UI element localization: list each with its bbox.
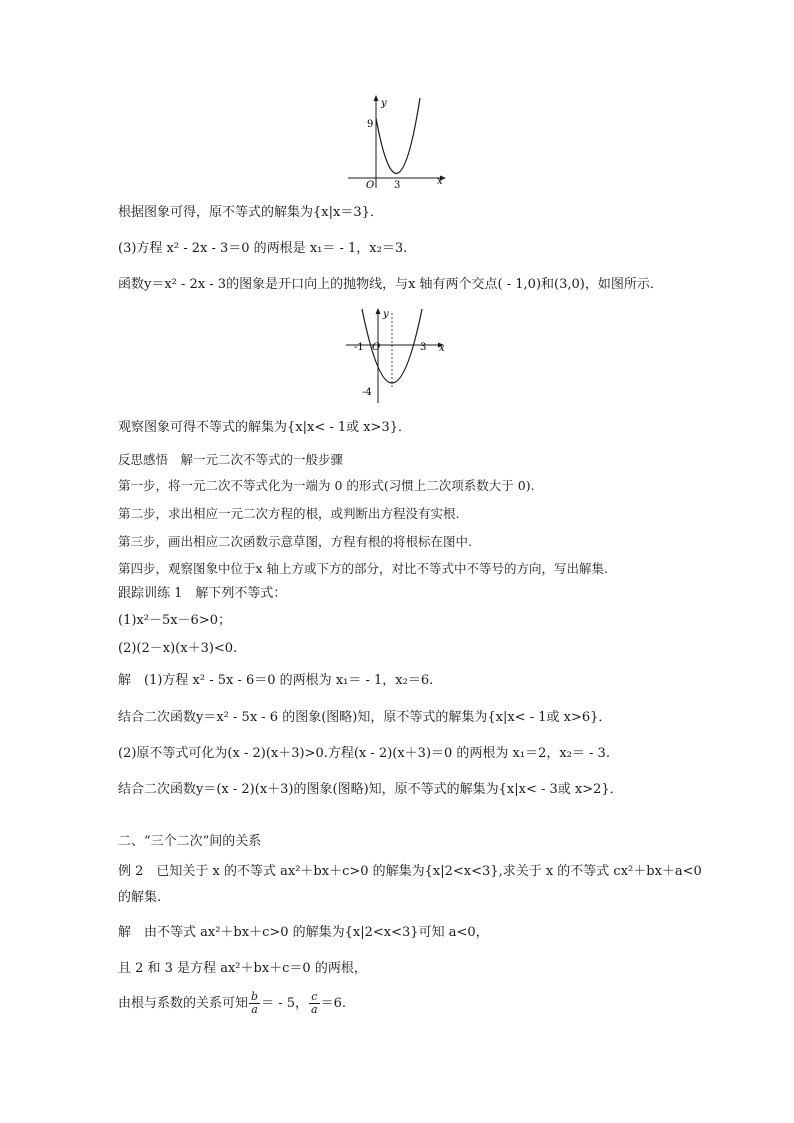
origin-label: O [372,342,381,353]
text-segment: ＝ - 5， [261,996,308,1011]
origin-label: O [366,180,375,191]
fraction-numerator: - b [251,990,259,1003]
right-root-label: 3 [420,342,427,353]
fraction-b-over-a [249,991,260,1016]
text-line: 函数y＝x² - 2x - 3的图象是开口向上的抛物线，与x 轴有两个交点( - 1,0)和(3,0)，如图所示． [118,277,663,292]
text-segment: ＝6. [320,996,346,1011]
text-line: (1)x²－5x－6>0； [118,613,231,628]
min-value-label: -4 [362,387,372,398]
root-label: 3 [394,180,401,191]
text-line: 反思感悟 解一元二次不等式的一般步骤 [118,452,344,467]
text-line: 解 由不等式 ax²＋bx＋c>0 的解集为{x|2<x<3}可知 a<0， [118,925,489,940]
text-line: 第三步，画出相应二次函数示意草图，方程有根的将根标在图中. [118,534,472,549]
x-axis-label: x [437,176,443,187]
text-line: 且 2 和 3 是方程 ax²＋bx＋c＝0 的两根， [118,961,367,976]
parabola-curve [376,98,420,173]
text-line: 结合二次函数y＝x² - 5x - 6 的图象(图略)知，原不等式的解集为{x|x< - 1或 x>6}． [118,710,612,725]
x-axis-label: x [439,343,445,354]
y-axis-label: y [383,309,389,320]
fraction-denominator: a [311,1003,318,1016]
graph-1 [340,92,460,192]
text-line: (2)(2－x)(x＋3)<0. [118,641,238,656]
y-axis-arrow [376,308,381,314]
y-axis-label: y [381,98,387,109]
text-segment: 由根与系数的关系可知 [118,996,249,1011]
left-root-label: -1 [354,342,364,353]
section-heading: 二、“三个二次”间的关系 [118,834,262,849]
text-line: 根据图象可得，原不等式的解集为{x|x＝3}． [118,205,383,220]
text-line: 的解集. [118,890,162,905]
text-line: 第二步，求出相应一元二次方程的根，或判断出方程没有实根. [118,506,460,521]
fraction-numerator: c [309,991,320,1004]
y-intercept-label: 9 [367,119,374,130]
fraction-denominator: a [251,1003,258,1016]
text-line: 跟踪训练 1 解下列不等式： [118,586,287,601]
text-line: 结合二次函数y＝(x - 2)(x＋3)的图象(图略)知，原不等式的解集为{x|x< - 3或 x>2}． [118,782,623,797]
text-line-with-fractions [118,990,346,1018]
fraction-c-over-a [309,991,320,1016]
text-line: 解 (1)方程 x² - 5x - 6＝0 的两根为 x₁＝ - 1，x₂＝6. [118,673,434,688]
text-line: (3)方程 x² - 2x - 3＝0 的两根是 x₁＝ - 1，x₂＝3. [118,241,408,256]
text-line: (2)原不等式可化为(x - 2)(x＋3)>0.方程(x - 2)(x＋3)＝0 的两根为 x₁＝2，x₂＝ - 3. [118,746,610,761]
text-line: 第一步，将一元二次不等式化为一端为 0 的形式(习惯上二次项系数大于 0). [118,478,535,493]
text-line: 第四步，观察图象中位于x 轴上方或下方的部分，对比不等式中不等号的方向，写出解集. [118,561,608,576]
y-axis-arrow [374,95,379,101]
graph-2 [340,305,460,405]
text-line: 例 2 已知关于 x 的不等式 ax²＋bx＋c>0 的解集为{x|2<x<3},求关于 x 的不等式 cx²＋bx＋a<0 [118,864,702,879]
text-line: 观察图象可得不等式的解集为{x|x< - 1或 x>3}． [118,420,412,435]
